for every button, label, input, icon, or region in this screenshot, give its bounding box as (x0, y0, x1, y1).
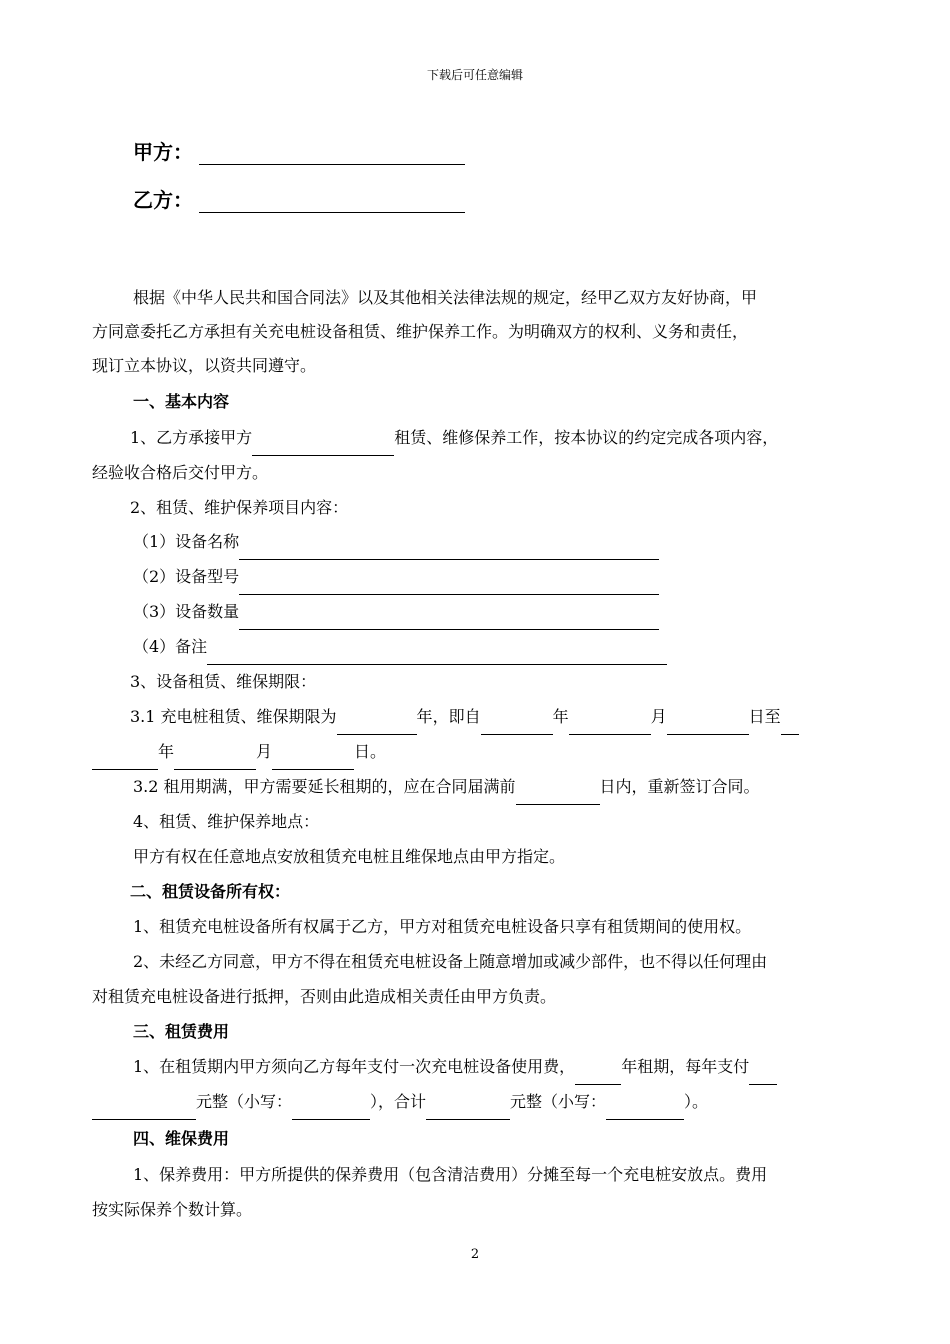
party-b-blank (199, 188, 465, 213)
from-label: ，即自 (432, 707, 481, 726)
device-quantity-blank (239, 607, 659, 630)
renewal-line (133, 769, 933, 805)
device-name-row (133, 524, 933, 560)
end-year-blank-b (92, 747, 158, 770)
section-2-item-2-line-2: 对租赁充电桩设备进行抵押，否则由此造成相关责任由甲方负责。 (92, 987, 557, 1006)
party-a-label: 甲方： (133, 140, 193, 164)
fee-text-c: 元整（小写： (196, 1092, 293, 1111)
device-quantity-row (133, 594, 933, 630)
page-header: 下载后可任意编辑 (426, 68, 523, 82)
section-2-item-2-line-1: 2、未经乙方同意，甲方不得在租赁充电桩设备上随意增加或减少部件，也不得以任何理由 (133, 952, 768, 971)
intro-line-1: 根据《中华人民共和国合同法》以及其他相关法律法规的规定，经甲乙双方友好协商，甲 (133, 288, 758, 307)
device-remark-blank (207, 642, 667, 665)
lease-period-text: 3.1 充电桩租赁、维保期限为 (130, 707, 337, 726)
renewal-days-blank (516, 782, 600, 805)
lease-term-blank (575, 1062, 621, 1085)
end-year-label: 年 (158, 742, 175, 761)
section-4-item-1-line-2: 按实际保养个数计算。 (92, 1200, 253, 1219)
item-1-text-a: 1、乙方承接甲方 (130, 428, 253, 447)
end-month-label: 月 (256, 742, 273, 761)
start-month-label: 月 (650, 707, 667, 726)
device-remark-label: （4）备注 (133, 637, 208, 656)
fee-text-d: ），合计 (370, 1092, 427, 1111)
section-3-item-1-line-2 (92, 1084, 892, 1120)
start-year-blank (481, 712, 553, 735)
section-1-item-3: 3、设备租赁、维保期限： (130, 672, 317, 691)
fee-text-a: 1、在租赁期内甲方须向乙方每年支付一次充电桩设备使用费， (133, 1057, 576, 1076)
start-month-blank (569, 712, 651, 735)
annual-fee-blank-a (749, 1062, 777, 1085)
section-2-title: 二、租赁设备所有权： (130, 882, 291, 901)
renewal-text-a: 3.2 租用期满，甲方需要延长租期的，应在合同届满前 (133, 777, 516, 796)
end-day-blank (272, 747, 354, 770)
device-name-blank (239, 537, 659, 560)
device-model-label: （2）设备型号 (133, 567, 240, 586)
total-fee-lower-blank (606, 1097, 684, 1120)
device-name-label: （1）设备名称 (133, 532, 240, 551)
section-1-item-4-text: 甲方有权在任意地点安放租赁充电桩且维保地点由甲方指定。 (133, 847, 566, 866)
section-4-item-1-line-1: 1、保养费用：甲方所提供的保养费用（包含清洁费用）分摊至每一个充电桩安放点。费用 (133, 1165, 768, 1184)
device-quantity-label: （3）设备数量 (133, 602, 240, 621)
section-2-item-1: 1、租赁充电桩设备所有权属于乙方，甲方对租赁充电桩设备只享有租赁期间的使用权。 (133, 917, 752, 936)
intro-line-3: 现订立本协议，以资共同遵守。 (92, 356, 317, 375)
section-1-title: 一、基本内容 (133, 392, 230, 411)
fee-text-e: 元整（小写： (510, 1092, 607, 1111)
section-1-item-4: 4、租赁、维护保养地点： (133, 812, 320, 831)
page-number: 2 (470, 1247, 480, 1262)
section-1-item-2: 2、租赁、维护保养项目内容： (130, 498, 349, 517)
lease-period-line-2 (92, 734, 892, 770)
section-3-title: 三、租赁费用 (133, 1022, 230, 1041)
section-4-title: 四、维保费用 (133, 1129, 230, 1148)
renewal-text-b: 日内，重新签订合同。 (599, 777, 760, 796)
start-year-label: 年 (552, 707, 569, 726)
lease-period-line-1 (130, 699, 930, 735)
section-1-item-1-line-1 (130, 420, 930, 456)
total-fee-blank (426, 1097, 510, 1120)
device-model-blank (239, 572, 659, 595)
day-to-label: 日至 (748, 707, 781, 726)
annual-fee-lower-blank (292, 1097, 370, 1120)
annual-fee-blank-b (92, 1097, 196, 1120)
device-remark-row (133, 629, 933, 665)
party-a-blank (199, 140, 465, 165)
item-1-text-b: 租赁、维修保养工作，按本协议的约定完成各项内容， (394, 428, 779, 447)
device-model-row (133, 559, 933, 595)
year-label: 年 (416, 707, 433, 726)
party-a-row (133, 136, 465, 166)
fee-text-f: ）。 (684, 1092, 709, 1111)
fee-text-b: 年租期，每年支付 (621, 1057, 750, 1076)
start-day-blank (667, 712, 749, 735)
lessor-blank (252, 433, 394, 456)
end-month-blank (174, 747, 256, 770)
end-year-blank-a (781, 712, 799, 735)
party-b-label: 乙方： (133, 188, 193, 212)
section-1-item-1-line-2: 经验收合格后交付甲方。 (92, 463, 269, 482)
end-day-label: 日。 (354, 742, 387, 761)
intro-line-2: 方同意委托乙方承担有关充电桩设备租赁、维护保养工作。为明确双方的权利、义务和责任， (92, 322, 749, 341)
section-3-item-1-line-1 (133, 1049, 933, 1085)
party-b-row (133, 184, 465, 214)
lease-years-blank (337, 712, 417, 735)
